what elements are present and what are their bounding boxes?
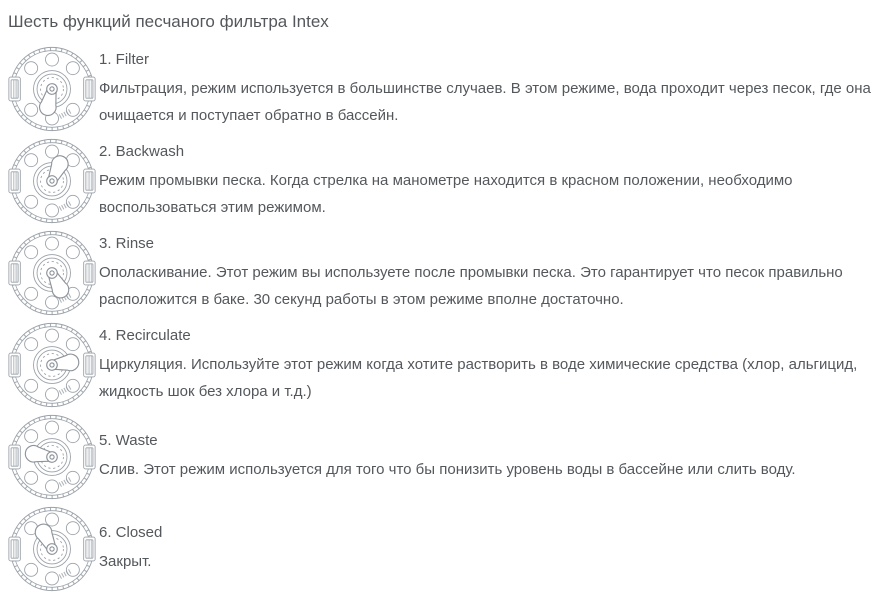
mode-item-filter (8, 45, 880, 133)
mode-text (99, 50, 880, 129)
mode-description: Фильтрация, режим используется в большинстве случаев. В этом режиме, вода проходит через песок, где она очищается и поступает обратно в бассейн. (99, 79, 871, 124)
mode-description: Слив. Этот режим используется для того что бы понизить уровень воды в бассейне или слить воду. (99, 461, 796, 478)
valve-position-icon (8, 45, 96, 133)
mode-text (99, 234, 880, 313)
valve-position-icon (8, 413, 96, 501)
mode-heading: 4. Recirculate (99, 326, 191, 344)
valve-position-icon (8, 229, 96, 317)
mode-item-waste (8, 413, 880, 501)
mode-heading: 3. Rinse (99, 234, 155, 252)
mode-text (99, 523, 162, 575)
mode-text (99, 326, 880, 405)
mode-heading: 1. Filter (99, 50, 150, 68)
mode-text (99, 431, 796, 483)
valve-handle-icon (24, 444, 59, 466)
mode-heading: 2. Backwash (99, 142, 185, 160)
mode-item-backwash (8, 137, 880, 225)
valve-position-icon (8, 137, 96, 225)
mode-heading: 5. Waste (99, 432, 158, 449)
valve-handle-icon (42, 265, 71, 301)
page-title: Шесть функций песчаного фильтра Intex (8, 12, 329, 31)
mode-item-recirculate (8, 321, 880, 409)
valve-handle-icon (46, 353, 80, 374)
mode-item-closed (8, 505, 880, 593)
mode-heading: 6. Closed (99, 524, 163, 541)
mode-description: Закрыт. (99, 553, 152, 570)
mode-description: Ополаскивание. Этот режим вы используете после промывки песка. Это гарантирует что песок правильно расположится в баке. 30 секунд работы в этом режиме вполне достаточно. (99, 263, 843, 308)
valve-position-icon (8, 505, 96, 593)
mode-description: Циркуляция. Используйте этот режим когда хотите растворить в воде химические средства (хлор, альгицид, жидкость шок без хлора и т.д.) (99, 355, 858, 400)
mode-text (99, 142, 880, 221)
mode-item-rinse (8, 229, 880, 317)
mode-description: Режим промывки песка. Когда стрелка на манометре находится в красном положении, необходимо воспользоваться этим режимом. (99, 171, 793, 216)
valve-position-icon (8, 321, 96, 409)
